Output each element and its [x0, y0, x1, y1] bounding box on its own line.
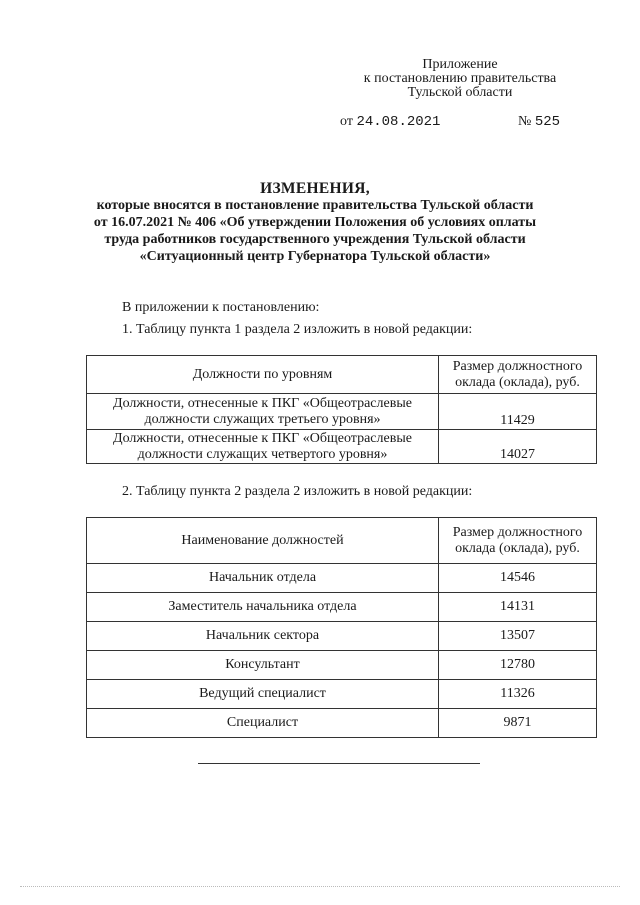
table-cell-value: 12780 [439, 651, 597, 680]
table-header-cell: Размер должностного оклада (оклада), руб. [439, 356, 597, 394]
table-row [87, 622, 597, 651]
table-cell-name: Должности, отнесенные к ПКГ «Общеотраслевые должности служащих четвертого уровня» [87, 430, 439, 464]
table-cell-name: Заместитель начальника отдела [87, 593, 439, 622]
number-prefix: № [518, 114, 532, 129]
title-line: от 16.07.2021 № 406 «Об утверждении Положения об условиях оплаты [93, 215, 537, 230]
table-cell-value: 11429 [439, 394, 597, 430]
scan-edge-marks [20, 886, 620, 887]
annex-line-2: к постановлению правительства [363, 71, 557, 86]
table-header-row [87, 518, 597, 564]
table-row [87, 394, 597, 430]
number-field [518, 114, 560, 130]
table-header-cell: Наименование должностей [87, 518, 439, 564]
table-row [87, 430, 597, 464]
table-header-cell: Размер должностного оклада (оклада), руб. [439, 518, 597, 564]
table-header-cell: Должности по уровням [87, 356, 439, 394]
table-cell-value: 13507 [439, 622, 597, 651]
table-cell-name: Должности, отнесенные к ПКГ «Общеотраслевые должности служащих третьего уровня» [87, 394, 439, 430]
number-value: 525 [534, 114, 561, 130]
document-title [80, 180, 550, 265]
table-cell-value: 14131 [439, 593, 597, 622]
intro-paragraph: В приложении к постановлению: [122, 300, 320, 315]
annex-header [330, 58, 590, 100]
title-line: труда работников государственного учреждения Тульской области [104, 232, 526, 247]
table-header-row [87, 356, 597, 394]
table-row [87, 709, 597, 738]
table-cell-name: Ведущий специалист [87, 680, 439, 709]
item-2-paragraph: 2. Таблицу пункта 2 раздела 2 изложить в новой редакции: [122, 484, 473, 499]
date-field [340, 114, 440, 130]
item-1-paragraph: 1. Таблицу пункта 1 раздела 2 изложить в новой редакции: [122, 322, 473, 337]
title-line: которые вносятся в постановление правительства Тульской области [96, 198, 534, 213]
table-cell-name: Начальник сектора [87, 622, 439, 651]
table-row [87, 651, 597, 680]
title-main: ИЗМЕНЕНИЯ, [260, 180, 370, 197]
date-prefix: от [340, 114, 353, 129]
table-cell-value: 14546 [439, 564, 597, 593]
end-divider [198, 763, 480, 764]
table-row [87, 564, 597, 593]
date-value: 24.08.2021 [356, 114, 441, 130]
table-row [87, 680, 597, 709]
table-row [87, 593, 597, 622]
table-1 [86, 355, 597, 464]
table-cell-name: Специалист [87, 709, 439, 738]
table-cell-name: Консультант [87, 651, 439, 680]
annex-line-3: Тульской области [407, 85, 513, 100]
title-line: «Ситуационный центр Губернатора Тульской области» [139, 249, 491, 264]
table-2 [86, 517, 597, 738]
table-cell-value: 11326 [439, 680, 597, 709]
table-cell-value: 9871 [439, 709, 597, 738]
annex-line-1: Приложение [422, 57, 498, 72]
table-cell-value: 14027 [439, 430, 597, 464]
table-cell-name: Начальник отдела [87, 564, 439, 593]
